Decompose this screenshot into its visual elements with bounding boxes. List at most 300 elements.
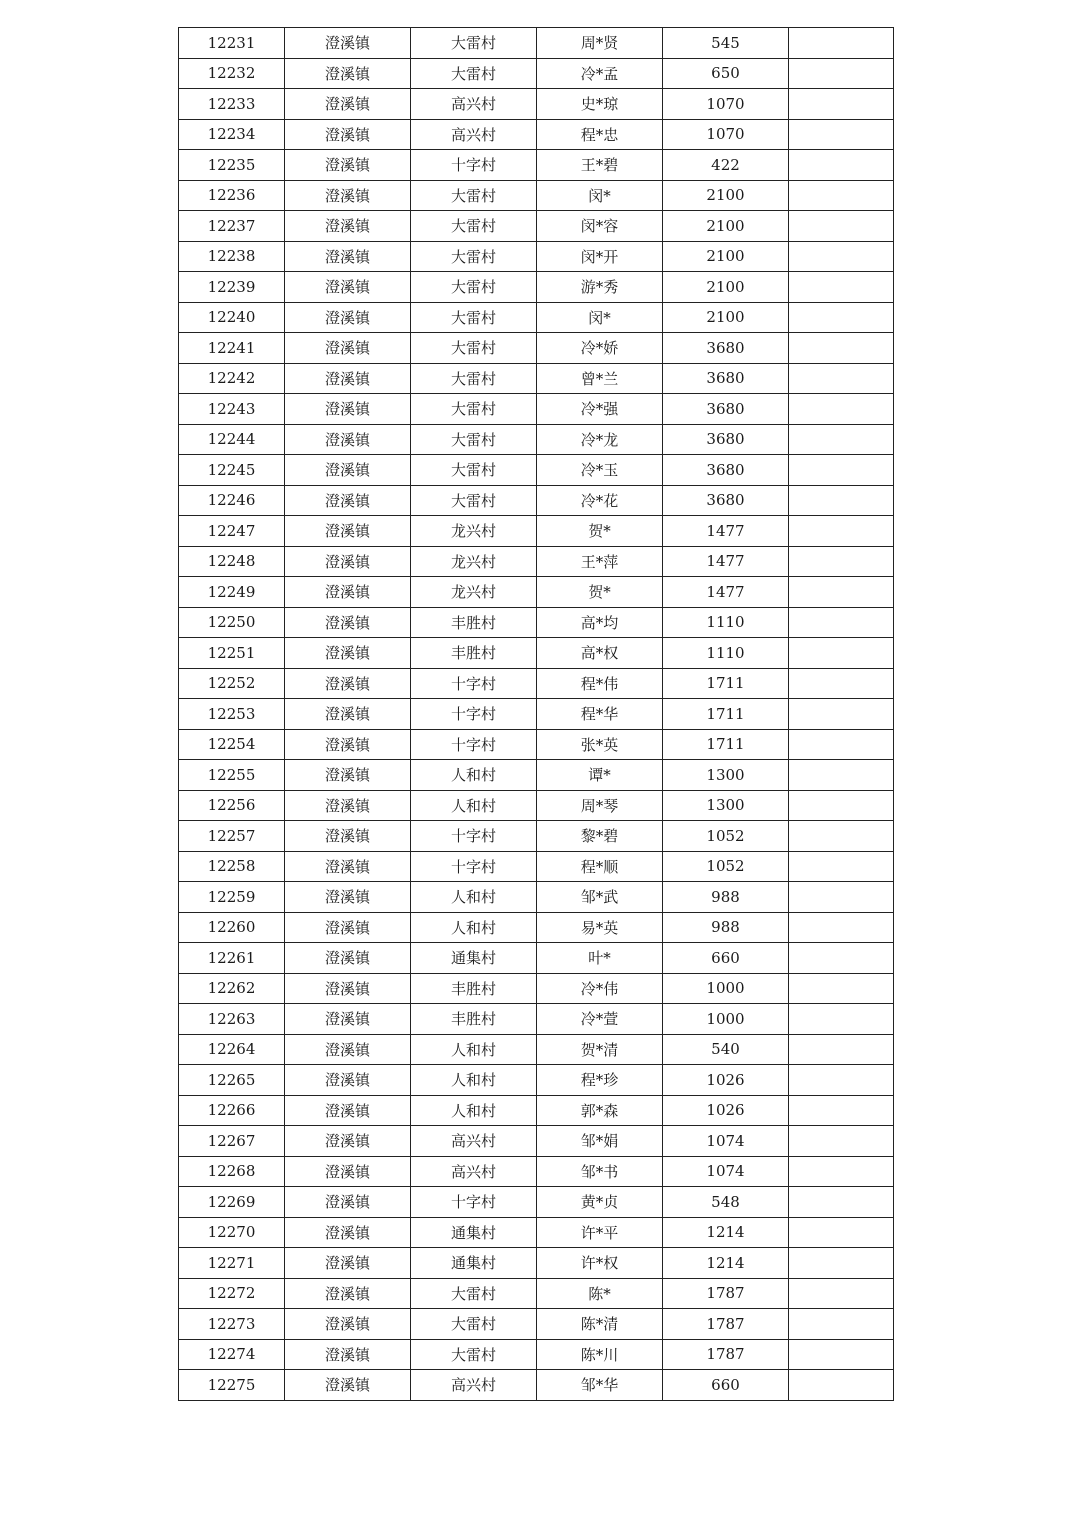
name-cell: 邹*书	[537, 1156, 663, 1187]
name-cell: 贺*清	[537, 1034, 663, 1065]
village-cell: 通集村	[411, 1217, 537, 1248]
name-cell: 冷*萱	[537, 1004, 663, 1035]
amount-cell: 1477	[663, 577, 789, 608]
table-row	[179, 668, 894, 699]
amount-cell: 1070	[663, 119, 789, 150]
amount-cell: 2100	[663, 180, 789, 211]
row-id-cell: 12268	[179, 1156, 285, 1187]
row-id-cell: 12245	[179, 455, 285, 486]
name-cell: 高*均	[537, 607, 663, 638]
name-cell: 冷*花	[537, 485, 663, 516]
village-cell: 龙兴村	[411, 516, 537, 547]
note-cell	[789, 1004, 894, 1035]
village-cell: 人和村	[411, 1095, 537, 1126]
town-cell: 澄溪镇	[285, 699, 411, 730]
town-cell: 澄溪镇	[285, 180, 411, 211]
name-cell: 游*秀	[537, 272, 663, 303]
table-row	[179, 546, 894, 577]
row-id-cell: 12234	[179, 119, 285, 150]
note-cell	[789, 1095, 894, 1126]
village-cell: 丰胜村	[411, 973, 537, 1004]
amount-cell: 650	[663, 58, 789, 89]
village-cell: 龙兴村	[411, 577, 537, 608]
town-cell: 澄溪镇	[285, 89, 411, 120]
town-cell: 澄溪镇	[285, 1004, 411, 1035]
row-id-cell: 12241	[179, 333, 285, 364]
village-cell: 高兴村	[411, 1126, 537, 1157]
village-cell: 高兴村	[411, 89, 537, 120]
amount-cell: 1300	[663, 760, 789, 791]
table-row	[179, 973, 894, 1004]
name-cell: 邹*华	[537, 1370, 663, 1401]
amount-cell: 1070	[663, 89, 789, 120]
amount-cell: 1214	[663, 1248, 789, 1279]
note-cell	[789, 28, 894, 59]
name-cell: 王*碧	[537, 150, 663, 181]
amount-cell: 988	[663, 912, 789, 943]
name-cell: 贺*	[537, 516, 663, 547]
table-row	[179, 272, 894, 303]
village-cell: 通集村	[411, 1248, 537, 1279]
table-row	[179, 58, 894, 89]
note-cell	[789, 668, 894, 699]
town-cell: 澄溪镇	[285, 394, 411, 425]
name-cell: 易*英	[537, 912, 663, 943]
note-cell	[789, 699, 894, 730]
note-cell	[789, 577, 894, 608]
table-row	[179, 180, 894, 211]
town-cell: 澄溪镇	[285, 882, 411, 913]
note-cell	[789, 272, 894, 303]
table-row	[179, 1339, 894, 1370]
amount-cell: 3680	[663, 455, 789, 486]
row-id-cell: 12260	[179, 912, 285, 943]
note-cell	[789, 89, 894, 120]
note-cell	[789, 760, 894, 791]
row-id-cell: 12265	[179, 1065, 285, 1096]
name-cell: 程*华	[537, 699, 663, 730]
amount-cell: 1052	[663, 851, 789, 882]
note-cell	[789, 485, 894, 516]
table-row	[179, 241, 894, 272]
name-cell: 谭*	[537, 760, 663, 791]
row-id-cell: 12250	[179, 607, 285, 638]
note-cell	[789, 58, 894, 89]
note-cell	[789, 455, 894, 486]
note-cell	[789, 546, 894, 577]
name-cell: 邹*娟	[537, 1126, 663, 1157]
village-cell: 大雷村	[411, 241, 537, 272]
table-row	[179, 424, 894, 455]
town-cell: 澄溪镇	[285, 424, 411, 455]
town-cell: 澄溪镇	[285, 1126, 411, 1157]
amount-cell: 2100	[663, 241, 789, 272]
amount-cell: 1787	[663, 1339, 789, 1370]
name-cell: 陈*	[537, 1278, 663, 1309]
village-cell: 龙兴村	[411, 546, 537, 577]
name-cell: 陈*川	[537, 1339, 663, 1370]
amount-cell: 3680	[663, 485, 789, 516]
note-cell	[789, 333, 894, 364]
table-row	[179, 302, 894, 333]
name-cell: 贺*	[537, 577, 663, 608]
town-cell: 澄溪镇	[285, 577, 411, 608]
row-id-cell: 12231	[179, 28, 285, 59]
row-id-cell: 12274	[179, 1339, 285, 1370]
town-cell: 澄溪镇	[285, 943, 411, 974]
note-cell	[789, 912, 894, 943]
town-cell: 澄溪镇	[285, 58, 411, 89]
town-cell: 澄溪镇	[285, 912, 411, 943]
village-cell: 十字村	[411, 699, 537, 730]
village-cell: 人和村	[411, 882, 537, 913]
row-id-cell: 12263	[179, 1004, 285, 1035]
town-cell: 澄溪镇	[285, 1095, 411, 1126]
village-cell: 大雷村	[411, 1309, 537, 1340]
village-cell: 大雷村	[411, 424, 537, 455]
amount-cell: 1000	[663, 973, 789, 1004]
amount-cell: 1787	[663, 1278, 789, 1309]
row-id-cell: 12264	[179, 1034, 285, 1065]
note-cell	[789, 1217, 894, 1248]
note-cell	[789, 150, 894, 181]
town-cell: 澄溪镇	[285, 668, 411, 699]
note-cell	[789, 119, 894, 150]
name-cell: 陈*清	[537, 1309, 663, 1340]
town-cell: 澄溪镇	[285, 28, 411, 59]
row-id-cell: 12258	[179, 851, 285, 882]
village-cell: 大雷村	[411, 211, 537, 242]
amount-cell: 2100	[663, 211, 789, 242]
amount-cell: 548	[663, 1187, 789, 1218]
village-cell: 人和村	[411, 1065, 537, 1096]
table-row	[179, 943, 894, 974]
table-row	[179, 1248, 894, 1279]
amount-cell: 2100	[663, 302, 789, 333]
town-cell: 澄溪镇	[285, 546, 411, 577]
town-cell: 澄溪镇	[285, 1370, 411, 1401]
table-row	[179, 363, 894, 394]
note-cell	[789, 1278, 894, 1309]
table-row	[179, 516, 894, 547]
table-row	[179, 729, 894, 760]
amount-cell: 1074	[663, 1126, 789, 1157]
town-cell: 澄溪镇	[285, 211, 411, 242]
town-cell: 澄溪镇	[285, 1065, 411, 1096]
amount-cell: 1477	[663, 546, 789, 577]
name-cell: 冷*强	[537, 394, 663, 425]
town-cell: 澄溪镇	[285, 790, 411, 821]
town-cell: 澄溪镇	[285, 1278, 411, 1309]
table-row	[179, 89, 894, 120]
name-cell: 周*琴	[537, 790, 663, 821]
name-cell: 高*权	[537, 638, 663, 669]
note-cell	[789, 1370, 894, 1401]
name-cell: 王*萍	[537, 546, 663, 577]
amount-cell: 3680	[663, 363, 789, 394]
row-id-cell: 12253	[179, 699, 285, 730]
row-id-cell: 12240	[179, 302, 285, 333]
table-row	[179, 699, 894, 730]
row-id-cell: 12256	[179, 790, 285, 821]
name-cell: 程*忠	[537, 119, 663, 150]
name-cell: 曾*兰	[537, 363, 663, 394]
table-row	[179, 638, 894, 669]
amount-cell: 1026	[663, 1095, 789, 1126]
note-cell	[789, 882, 894, 913]
town-cell: 澄溪镇	[285, 272, 411, 303]
town-cell: 澄溪镇	[285, 607, 411, 638]
note-cell	[789, 851, 894, 882]
amount-cell: 660	[663, 1370, 789, 1401]
note-cell	[789, 1187, 894, 1218]
village-cell: 大雷村	[411, 394, 537, 425]
row-id-cell: 12252	[179, 668, 285, 699]
village-cell: 人和村	[411, 1034, 537, 1065]
row-id-cell: 12236	[179, 180, 285, 211]
amount-cell: 1787	[663, 1309, 789, 1340]
name-cell: 冷*孟	[537, 58, 663, 89]
village-cell: 大雷村	[411, 1278, 537, 1309]
amount-cell: 1000	[663, 1004, 789, 1035]
table-row	[179, 760, 894, 791]
row-id-cell: 12232	[179, 58, 285, 89]
table-row	[179, 821, 894, 852]
table-row	[179, 455, 894, 486]
row-id-cell: 12266	[179, 1095, 285, 1126]
village-cell: 大雷村	[411, 180, 537, 211]
row-id-cell: 12271	[179, 1248, 285, 1279]
table-row	[179, 1156, 894, 1187]
note-cell	[789, 180, 894, 211]
town-cell: 澄溪镇	[285, 455, 411, 486]
amount-cell: 1110	[663, 607, 789, 638]
village-cell: 十字村	[411, 150, 537, 181]
village-cell: 十字村	[411, 851, 537, 882]
table-row	[179, 1065, 894, 1096]
note-cell	[789, 424, 894, 455]
note-cell	[789, 973, 894, 1004]
town-cell: 澄溪镇	[285, 1187, 411, 1218]
village-cell: 大雷村	[411, 363, 537, 394]
note-cell	[789, 1156, 894, 1187]
row-id-cell: 12249	[179, 577, 285, 608]
table-row	[179, 119, 894, 150]
town-cell: 澄溪镇	[285, 638, 411, 669]
table-row	[179, 211, 894, 242]
row-id-cell: 12255	[179, 760, 285, 791]
name-cell: 许*平	[537, 1217, 663, 1248]
row-id-cell: 12262	[179, 973, 285, 1004]
village-cell: 丰胜村	[411, 638, 537, 669]
note-cell	[789, 638, 894, 669]
amount-cell: 3680	[663, 394, 789, 425]
amount-cell: 1711	[663, 729, 789, 760]
row-id-cell: 12243	[179, 394, 285, 425]
row-id-cell: 12270	[179, 1217, 285, 1248]
table-row	[179, 790, 894, 821]
name-cell: 程*顺	[537, 851, 663, 882]
table-row	[179, 1004, 894, 1035]
note-cell	[789, 302, 894, 333]
town-cell: 澄溪镇	[285, 1217, 411, 1248]
row-id-cell: 12267	[179, 1126, 285, 1157]
records-table-body	[179, 28, 894, 1401]
town-cell: 澄溪镇	[285, 851, 411, 882]
village-cell: 丰胜村	[411, 1004, 537, 1035]
village-cell: 人和村	[411, 760, 537, 791]
row-id-cell: 12261	[179, 943, 285, 974]
row-id-cell: 12237	[179, 211, 285, 242]
name-cell: 闵*容	[537, 211, 663, 242]
row-id-cell: 12246	[179, 485, 285, 516]
table-row	[179, 1217, 894, 1248]
name-cell: 黄*贞	[537, 1187, 663, 1218]
table-row	[179, 851, 894, 882]
amount-cell: 1711	[663, 668, 789, 699]
village-cell: 十字村	[411, 668, 537, 699]
row-id-cell: 12251	[179, 638, 285, 669]
table-row	[179, 912, 894, 943]
table-row	[179, 1034, 894, 1065]
table-row	[179, 485, 894, 516]
village-cell: 大雷村	[411, 455, 537, 486]
table-row	[179, 394, 894, 425]
note-cell	[789, 394, 894, 425]
note-cell	[789, 821, 894, 852]
village-cell: 大雷村	[411, 28, 537, 59]
table-row	[179, 1095, 894, 1126]
village-cell: 人和村	[411, 790, 537, 821]
town-cell: 澄溪镇	[285, 1309, 411, 1340]
name-cell: 黎*碧	[537, 821, 663, 852]
name-cell: 邹*武	[537, 882, 663, 913]
row-id-cell: 12233	[179, 89, 285, 120]
amount-cell: 1711	[663, 699, 789, 730]
row-id-cell: 12254	[179, 729, 285, 760]
town-cell: 澄溪镇	[285, 516, 411, 547]
name-cell: 许*权	[537, 1248, 663, 1279]
town-cell: 澄溪镇	[285, 485, 411, 516]
town-cell: 澄溪镇	[285, 333, 411, 364]
name-cell: 冷*龙	[537, 424, 663, 455]
table-row	[179, 882, 894, 913]
name-cell: 冷*玉	[537, 455, 663, 486]
village-cell: 通集村	[411, 943, 537, 974]
amount-cell: 545	[663, 28, 789, 59]
row-id-cell: 12235	[179, 150, 285, 181]
village-cell: 高兴村	[411, 119, 537, 150]
note-cell	[789, 516, 894, 547]
records-table	[178, 27, 894, 1401]
table-row	[179, 28, 894, 59]
town-cell: 澄溪镇	[285, 1339, 411, 1370]
name-cell: 张*英	[537, 729, 663, 760]
village-cell: 十字村	[411, 729, 537, 760]
village-cell: 十字村	[411, 821, 537, 852]
table-row	[179, 333, 894, 364]
village-cell: 十字村	[411, 1187, 537, 1218]
table-row	[179, 1126, 894, 1157]
note-cell	[789, 1309, 894, 1340]
amount-cell: 1026	[663, 1065, 789, 1096]
row-id-cell: 12238	[179, 241, 285, 272]
village-cell: 大雷村	[411, 58, 537, 89]
row-id-cell: 12273	[179, 1309, 285, 1340]
note-cell	[789, 1248, 894, 1279]
amount-cell: 3680	[663, 424, 789, 455]
note-cell	[789, 1034, 894, 1065]
row-id-cell: 12244	[179, 424, 285, 455]
row-id-cell: 12275	[179, 1370, 285, 1401]
town-cell: 澄溪镇	[285, 150, 411, 181]
amount-cell: 1052	[663, 821, 789, 852]
name-cell: 冷*伟	[537, 973, 663, 1004]
town-cell: 澄溪镇	[285, 302, 411, 333]
village-cell: 大雷村	[411, 485, 537, 516]
town-cell: 澄溪镇	[285, 821, 411, 852]
name-cell: 程*珍	[537, 1065, 663, 1096]
town-cell: 澄溪镇	[285, 1034, 411, 1065]
village-cell: 大雷村	[411, 272, 537, 303]
note-cell	[789, 790, 894, 821]
name-cell: 周*贤	[537, 28, 663, 59]
town-cell: 澄溪镇	[285, 119, 411, 150]
note-cell	[789, 363, 894, 394]
table-row	[179, 1309, 894, 1340]
row-id-cell: 12257	[179, 821, 285, 852]
town-cell: 澄溪镇	[285, 973, 411, 1004]
town-cell: 澄溪镇	[285, 1248, 411, 1279]
name-cell: 闵*开	[537, 241, 663, 272]
village-cell: 大雷村	[411, 302, 537, 333]
town-cell: 澄溪镇	[285, 363, 411, 394]
amount-cell: 1300	[663, 790, 789, 821]
row-id-cell: 12259	[179, 882, 285, 913]
table-row	[179, 607, 894, 638]
note-cell	[789, 943, 894, 974]
table-row	[179, 577, 894, 608]
town-cell: 澄溪镇	[285, 1156, 411, 1187]
table-row	[179, 1370, 894, 1401]
village-cell: 人和村	[411, 912, 537, 943]
note-cell	[789, 1065, 894, 1096]
amount-cell: 422	[663, 150, 789, 181]
note-cell	[789, 1339, 894, 1370]
row-id-cell: 12242	[179, 363, 285, 394]
amount-cell: 1110	[663, 638, 789, 669]
row-id-cell: 12239	[179, 272, 285, 303]
table-row	[179, 1278, 894, 1309]
town-cell: 澄溪镇	[285, 760, 411, 791]
village-cell: 大雷村	[411, 1339, 537, 1370]
village-cell: 高兴村	[411, 1156, 537, 1187]
row-id-cell: 12272	[179, 1278, 285, 1309]
amount-cell: 1477	[663, 516, 789, 547]
note-cell	[789, 1126, 894, 1157]
name-cell: 郭*森	[537, 1095, 663, 1126]
name-cell: 闵*	[537, 180, 663, 211]
row-id-cell: 12247	[179, 516, 285, 547]
note-cell	[789, 211, 894, 242]
table-row	[179, 150, 894, 181]
note-cell	[789, 241, 894, 272]
town-cell: 澄溪镇	[285, 729, 411, 760]
amount-cell: 1074	[663, 1156, 789, 1187]
village-cell: 高兴村	[411, 1370, 537, 1401]
town-cell: 澄溪镇	[285, 241, 411, 272]
amount-cell: 988	[663, 882, 789, 913]
